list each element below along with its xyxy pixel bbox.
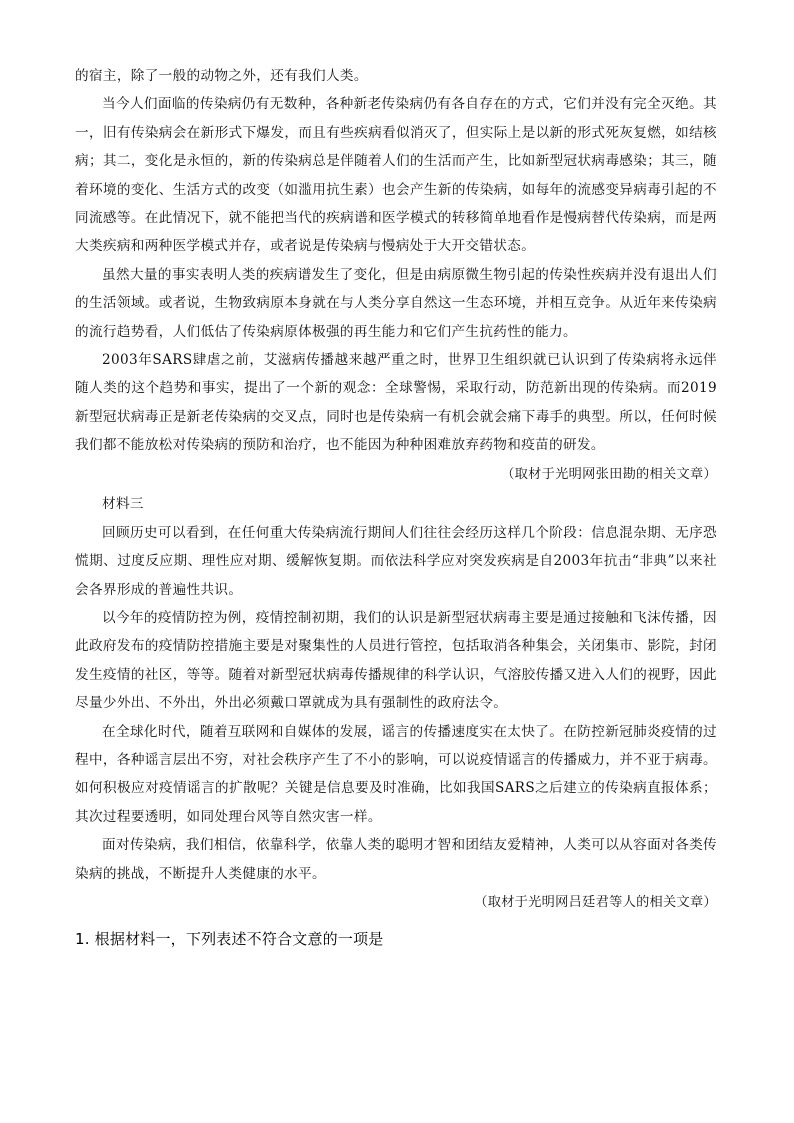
- material3-paragraph-1: 回顾历史可以看到，在任何重大传染病流行期间人们往往会经历这样几个阶段：信息混杂期、无序恐慌期、过度反应期、理性应对期、缓解恢复期。而依法科学应对突发疾病是自2003年抗击“非典”以来社会各界形成的普遍性共识。: [75, 524, 717, 598]
- material2-paragraph-0: 的宿主，除了一般的动物之外，还有我们人类。: [75, 68, 368, 84]
- material3-heading: 材料三: [102, 495, 144, 512]
- material2-paragraph-1: 当今人们面临的传染病仍有无数种，各种新老传染病仍有各自存在的方式，它们并没有完全灭绝。其一，旧有传染病会在新形式下爆发，而且有些疾病看似消灭了，但实际上是以新的形式死灰复燃，如结核病；其二，变化是永恒的，新的传染病总是伴随着人们的生活而产生，比如新型冠状病毒感染；其三，随着环境的变化、生活方式的改变（如滥用抗生素）也会产生新的传染病，如每年的流感变异病毒引起的不同流感等。在此情况下，就不能把当代的疾病谱和医学模式的转移简单地看作是慢病替代传染病，而是两大类疾病和两种医学模式并存，或者说是传染病与慢病处于大开交错状态。: [75, 96, 717, 255]
- material3-source: （取材于光明网吕廷君等人的相关文章）: [474, 894, 717, 910]
- question-1: 1. 根据材料一，下列表述不符合文意的一项是: [75, 929, 384, 948]
- material3-paragraph-4: 面对传染病，我们相信，依靠科学，依靠人类的聪明才智和团结友爱精神，人类可以从容面对各类传染病的挑战，不断提升人类健康的水平。: [75, 837, 717, 882]
- material2-paragraph-2: 虽然大量的事实表明人类的疾病谱发生了变化，但是由病原微生物引起的传染性疾病并没有退出人们的生活领域。或者说，生物致病原本身就在与人类分享自然这一生态环境，并相互竞争。从近年来传染病的流行趋势看，人们低估了传染病原体极强的再生能力和它们产生抗药性的能力。: [75, 266, 717, 340]
- material2-source: （取材于光明网张田勘的相关文章）: [501, 466, 717, 482]
- material2-paragraph-3: 2003年SARS肆虐之前，艾滋病传播越来越严重之时，世界卫生组织就已认识到了传染病将永远伴随人类的这个趋势和事实，提出了一个新的观念：全球警惕，采取行动，防范新出现的传染病。而2019新型冠状病毒正是新老传染病的交叉点，同时也是传染病一有机会就会痛下毒手的典型。所以，任何时候我们都不能放松对传染病的预防和治疗，也不能因为种种困难放弃药物和疫苗的研发。: [75, 352, 717, 454]
- material3-paragraph-3: 在全球化时代，随着互联网和自媒体的发展，谣言的传播速度实在太快了。在防控新冠肺炎疫情的过程中，各种谣言层出不穷，对社会秩序产生了不小的影响，可以说疫情谣言的传播威力，并不亚于病毒。如何积极应对疫情谣言的扩散呢？关键是信息要及时准确，比如我国SARS之后建立的传染病直报体系；其次过程要透明，如同处理台风等自然灾害一样。: [75, 723, 717, 825]
- article-body: [75, 62, 717, 953]
- material3-paragraph-2: 以今年的疫情防控为例，疫情控制初期，我们的认识是新型冠状病毒主要是通过接触和飞沫传播，因此政府发布的疫情防控措施主要是对聚集性的人员进行管控，包括取消各种集会，关闭集市、影院，封闭发生疫情的社区，等等。随着对新型冠状病毒传播规律的科学认识，气溶胶传播又进入人们的视野，因此尽量少外出、不外出，外出必须戴口罩就成为具有强制性的政府法令。: [75, 609, 717, 712]
